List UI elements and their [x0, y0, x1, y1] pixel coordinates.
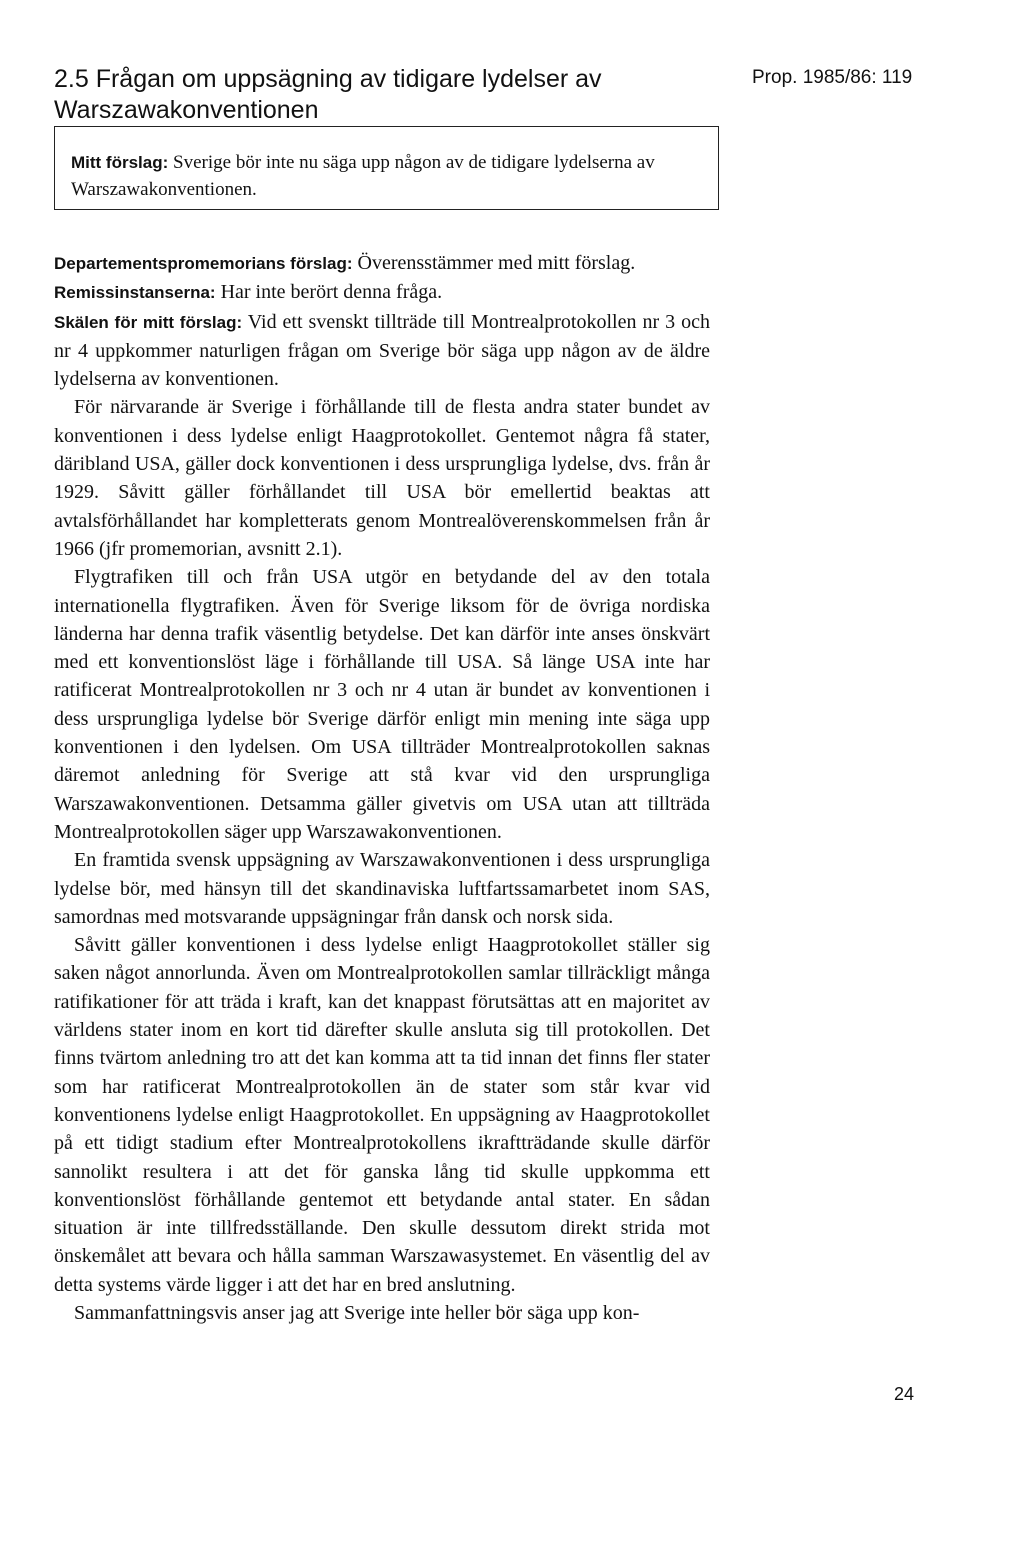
paragraph-label: Remissinstanserna: — [54, 283, 216, 303]
paragraph-text: Har inte berört denna fråga. — [220, 281, 443, 304]
paragraph-text: Överensstämmer med mitt förslag. — [357, 252, 636, 274]
paragraph-label: Skälen för mitt förslag: — [54, 312, 243, 332]
paragraph-skalen — [54, 308, 710, 394]
proposal-text: Sverige bör inte nu säga upp någon av de tidigare lydelserna av Warszawakonventionen. — [71, 152, 655, 200]
section-title: 2.5 Frågan om uppsägning av tidigare lydelser av Warszawakonventionen — [54, 65, 602, 124]
paragraph: Såvitt gäller konventionen i dess lydelse enligt Haagprotokollet ställer sig saken något annorlunda. Även om Montrealprotokollen samlar tillräckligt många ratifikationer för att träda i kraft, kan det knappast förutsättas att en majoritet av världens stater inom en kort tid därefter skulle ansluta sig till protokollen. Det finns tvärtom anledning tro att det kan komma att ta tid innan det finns fler stater som har ratificerat Montrealprotokollen än de stater som står kvar vid konventionens lydelse enligt Haagprotokollet. En uppsägning av Haagprotokollet på ett tidigt stadium efter Montrealprotokollens ikraftträdande skulle därför sannolikt resultera i att det för ganska lång tid skulle uppkomma ett konventionslöst förhållande gentemot ett betydande antal stater. En sådan situation är inte tillfredsställande. Den skulle dessutom direkt strida mot önskemålet att bevara och hålla samman Warszawasystemet. En väsentlig del av detta systems värde ligger i att det har en bred anslutning. — [54, 934, 710, 1296]
proposal-label: Mitt förslag: — [71, 153, 169, 172]
paragraph-text: Vid ett svenskt tillträde till Montrealprotokollen nr 3 och nr 4 uppkommer naturligen frågan om Sverige bör säga upp någon av de äldre lydelserna av konventionen. — [54, 310, 710, 391]
paragraph: En framtida svensk uppsägning av Warszawakonventionen i dess ursprungliga lydelse bör, med hänsyn till det skandinaviska luftfartssamarbetet inom SAS, samordnas med motsvarande uppsägningar från dansk och norsk sida. — [54, 849, 710, 928]
page-number: 24 — [894, 1384, 915, 1404]
paragraph-remissinstanserna — [54, 278, 710, 307]
proposal-box — [54, 126, 719, 210]
paragraph-label: Departementspromemorians förslag: — [54, 254, 353, 273]
paragraph: Flygtrafiken till och från USA utgör en betydande del av den totala internationella flygtrafiken. Även för Sverige liksom för de övriga nordiska länderna har denna trafik väsentlig betydelse. Det kan därför inte anses önskvärt med ett konventionslöst läge i förhållande till USA. Så länge USA inte har ratificerat Montrealprotokollen nr 3 och nr 4 utan är bundet av konventionen i dess ursprungliga lydelse bör Sverige därför enligt min mening inte säga upp konventionen i den lydelsen. Om USA tillträder Montrealprotokollen saknas däremot anledning för Sverige att stå kvar vid den ursprungliga Warszawakonventionen. Detsamma gäller givetvis om USA utan att tillträda Montrealprotokollen säger upp Warszawakonventionen. — [54, 566, 710, 843]
prop-reference: Prop. 1985/86: 119 — [752, 67, 913, 88]
paragraph: Sammanfattningsvis anser jag att Sverige inte heller bör säga upp kon- — [74, 1301, 640, 1324]
paragraph: För närvarande är Sverige i förhållande till de flesta andra stater bundet av konventionen i dess lydelse enligt Haagprotokollet. Gentemot några få stater, däribland USA, gäller dock konventionen i dess ursprungliga lydelse, dvs. från år 1929. Såvitt gäller förhållandet till USA bör emellertid beaktas att avtalsförhållandet har kompletterats genom Montrealöverenskommelsen från år 1966 (jfr promemorian, avsnitt 2.1). — [54, 396, 710, 560]
body-text — [54, 249, 710, 1327]
paragraph-departementspromemoria — [54, 249, 710, 278]
